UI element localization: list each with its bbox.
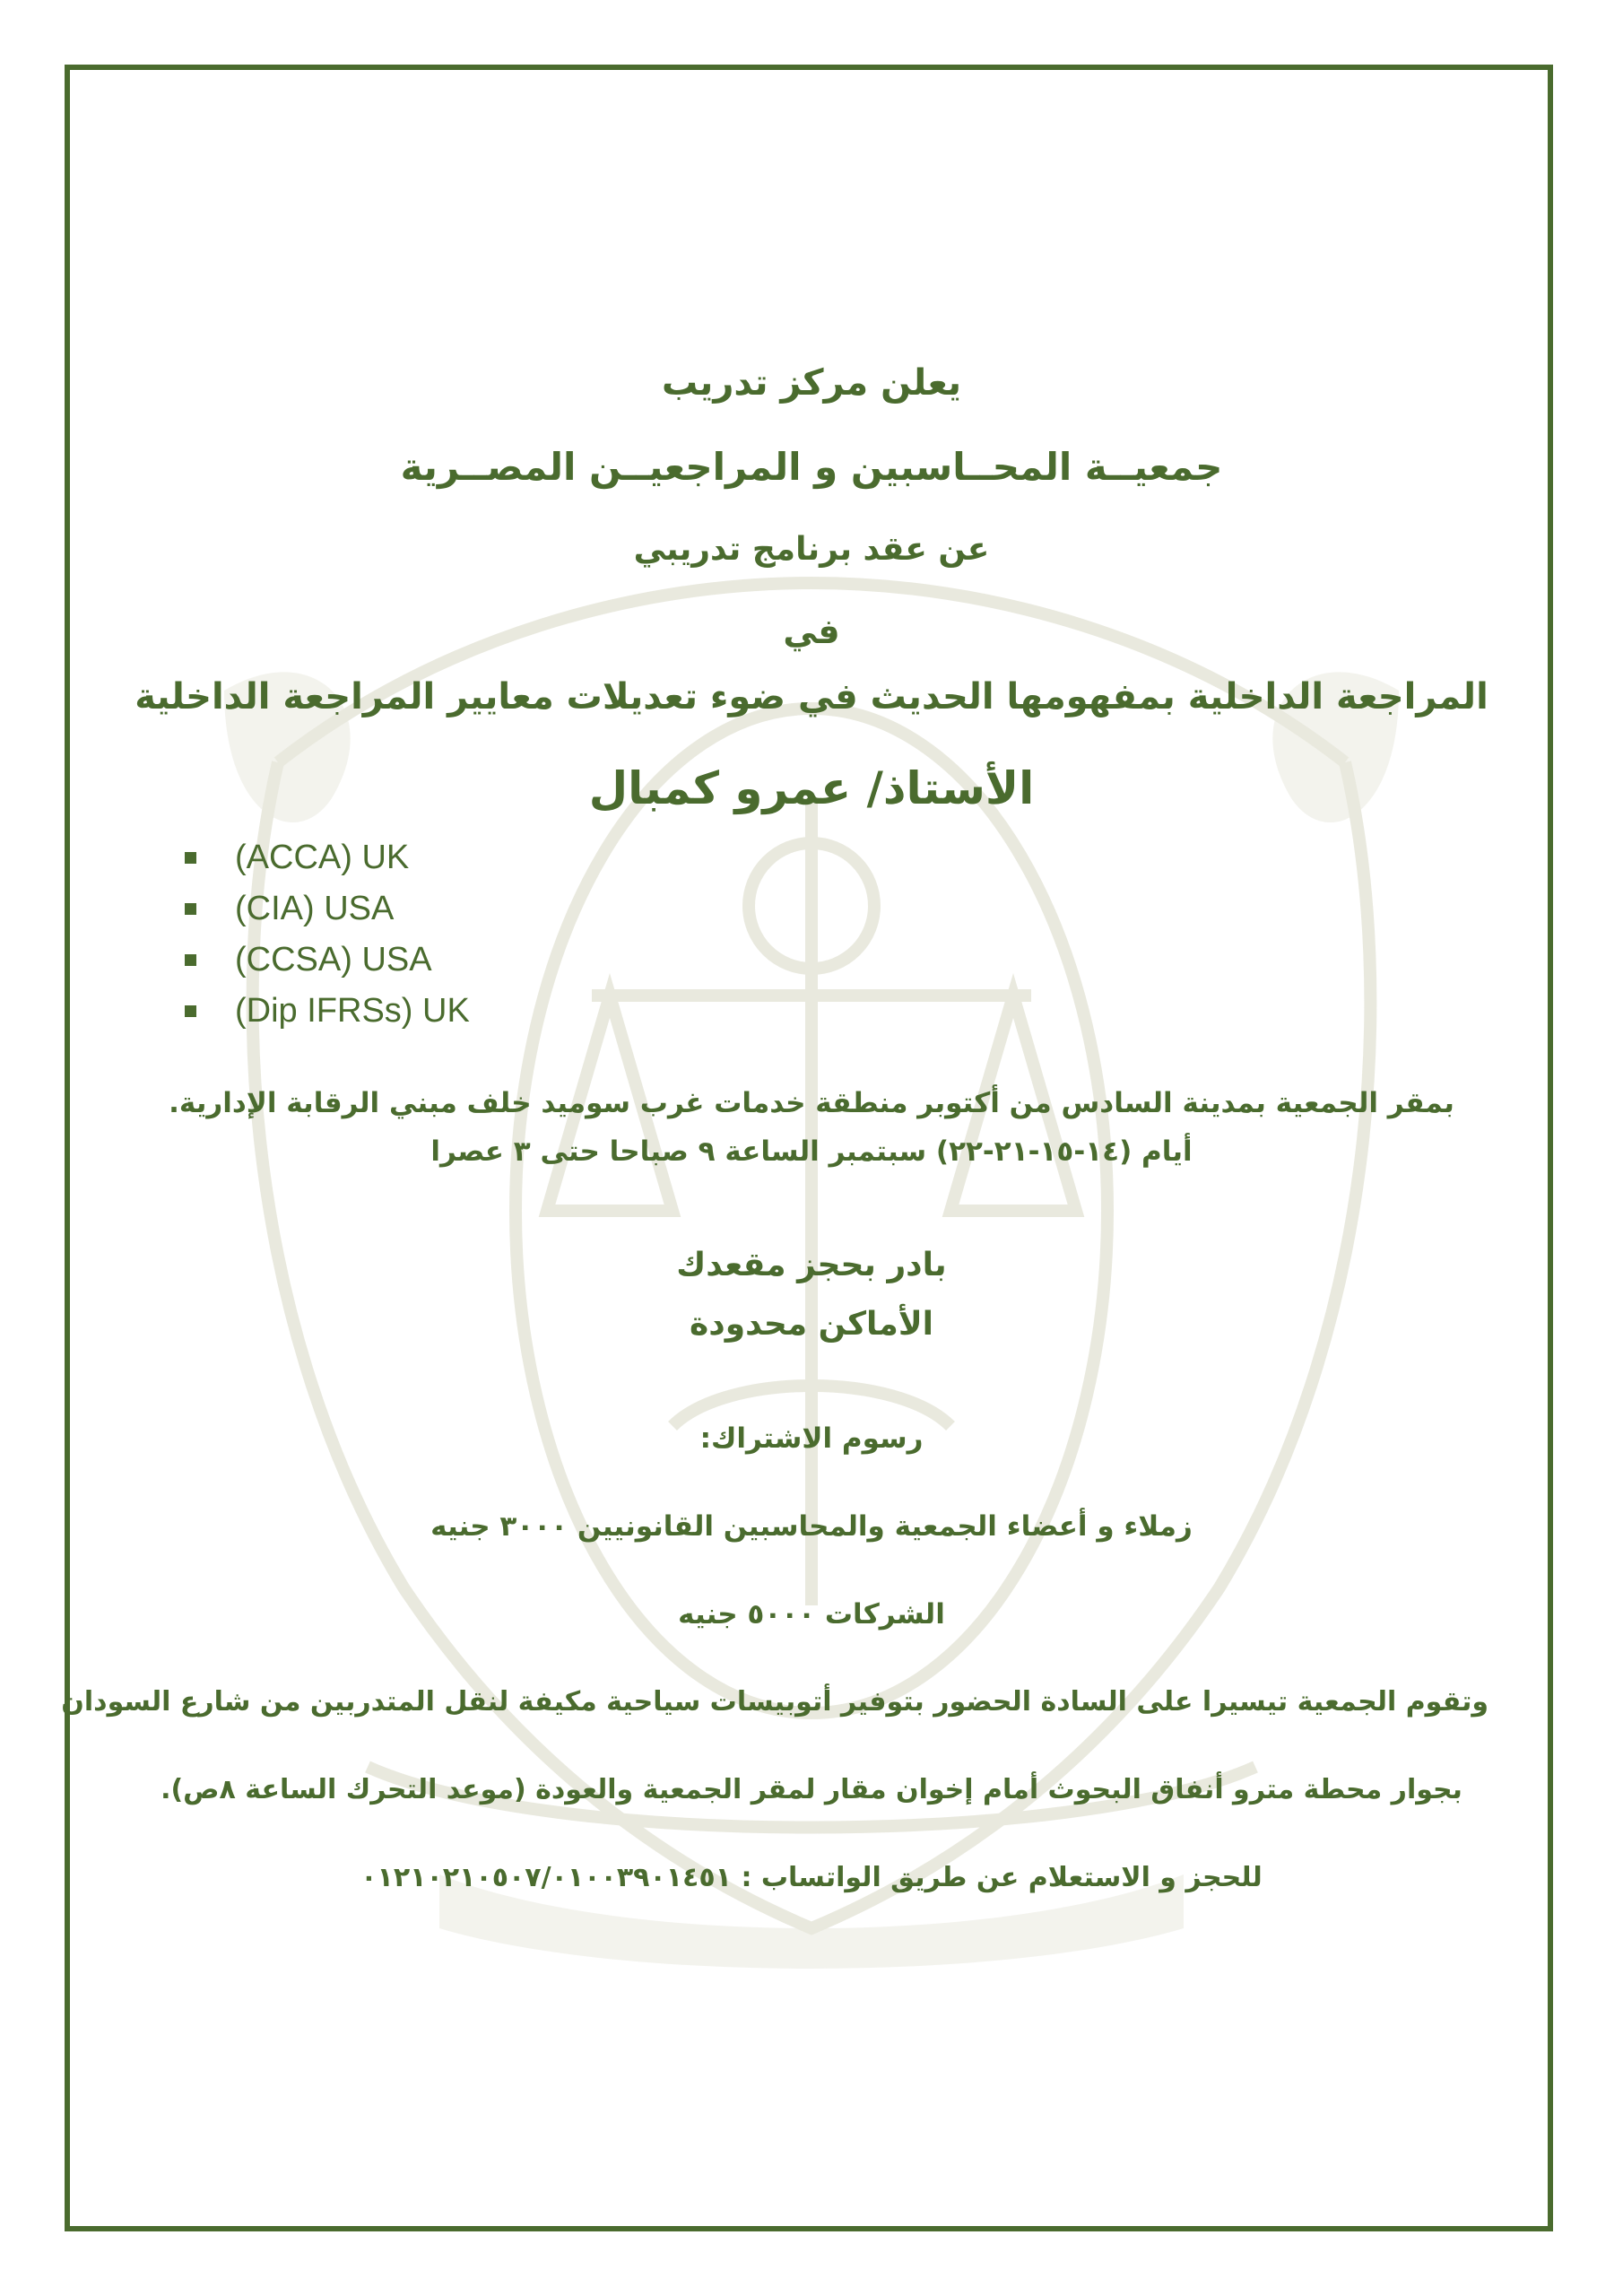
venue-location: بمقر الجمعية بمدينة السادس من أكتوبر منطقة خدمات غرب سوميد خلف مبني الرقابة الإدارية. (169, 1087, 1454, 1119)
credential-item (185, 935, 470, 986)
credential-label: (ACCA) UK (235, 839, 410, 876)
contact-line: للحجز و الاستعلام عن طريق الواتساب : ٠١٢١٠٢١٠٥٠٧/٠١٠٠٣٩٠١٤٥١ (360, 1862, 1263, 1893)
transport-line-1: وتقوم الجمعية تيسيرا على السادة الحضور بتوفير أتوبيسات سياحية مكيفة لنقل المتدربين من شارع السودان (61, 1686, 1488, 1718)
venue-dates: أيام (١٤-١٥-٢١-٢٢) سبتمبر الساعة ٩ صباحا حتى ٣ عصرا (430, 1135, 1193, 1168)
society-name: جمعيــة المحــاسبين و المراجعيــن المصــرية (400, 445, 1223, 489)
booking-limited: الأماكن محدودة (690, 1306, 933, 1343)
program-intro: عن عقد برنامج تدريبي (633, 531, 990, 568)
program-connector: في (783, 612, 840, 651)
credential-label: (CIA) USA (235, 890, 395, 927)
booking-call: بادر بحجز مقعدك (676, 1247, 947, 1283)
transport-line-2: بجوار محطة مترو أنفاق البحوث أمام إخوان مقار لمقر الجمعية والعودة (موعد التحرك الساعة ٨ص). (161, 1774, 1462, 1805)
instructor-credentials-list (185, 832, 470, 1037)
instructor-name: الأستاذ/ عمرو كمبال (588, 762, 1035, 814)
announcer-heading: يعلن مركز تدريب (661, 362, 962, 404)
credential-item (185, 883, 470, 935)
fees-title: رسوم الاشتراك: (699, 1422, 924, 1455)
square-bullet-icon (185, 954, 196, 966)
credential-item (185, 832, 470, 883)
credential-item (185, 986, 470, 1037)
square-bullet-icon (185, 903, 196, 915)
fees-members: زملاء و أعضاء الجمعية والمحاسبين القانونيين ٣٠٠٠ جنيه (430, 1510, 1193, 1543)
square-bullet-icon (185, 1005, 196, 1017)
fees-companies: الشركات ٥٠٠٠ جنيه (678, 1598, 945, 1631)
credential-label: (Dip IFRSs) UK (235, 992, 470, 1030)
square-bullet-icon (185, 852, 196, 864)
program-title: المراجعة الداخلية بمفهومها الحديث في ضوء تعديلات معايير المراجعة الداخلية (135, 676, 1488, 718)
credential-label: (CCSA) USA (235, 941, 432, 978)
